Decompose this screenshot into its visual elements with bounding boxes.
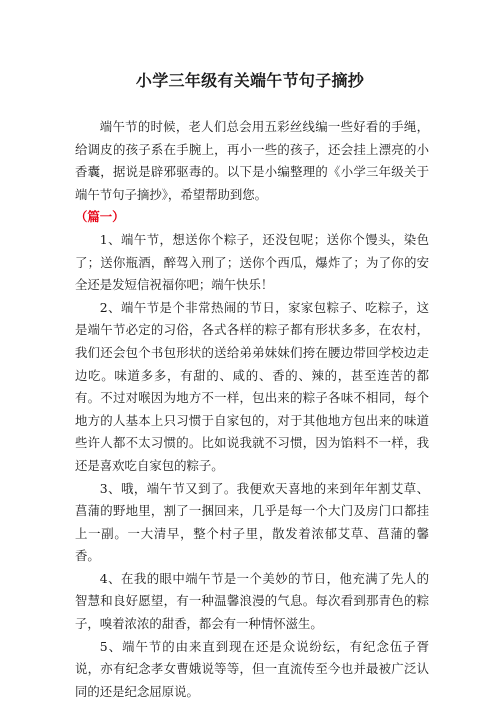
sentence-item: 5、端午节的由来直到现在还是众说纷纭，有纪念伍子胥说，亦有纪念孝女曹娥说等等，但一直流传至今也并最被广泛认同的还是纪念屈原说。 (75, 638, 429, 699)
article-body (75, 116, 429, 703)
sentence-item: 2、端午节是个非常热闹的节日，家家包粽子、吃粽子，这是端午节必定的习俗，各式各样的粽子都有形状多多，在农村，我们还会包个书包形状的送给弟弟妹妹们挎在腰边带回学校边走边吃。味道多多，有甜的、咸的、香的、辣的，甚至连苦的都有。不过对喉因为地方不一样，包出来的粽子各味不相同，每个地方的人基本上只习惯于自家包的，对于其他地方包出来的味道些许人都不太习惯的。比如说我就不习惯，因为馅料不一样，我还是喜欢吃自家包的粽子。 (75, 299, 429, 473)
sentence-item: 4、在我的眼中端午节是一个美妙的节日，他充满了先人的智慧和良好愿望，有一种温馨浪漫的气息。每次看到那青色的粽子，嗅着浓浓的甜香，都会有一种情怀滋生。 (75, 570, 429, 632)
intro-paragraph: 端午节的时候，老人们总会用五彩丝线编一些好看的手绳，给调皮的孩子系在手腕上，再小一些的孩子，还会挂上漂亮的小香囊，据说是辟邪驱毒的。以下是小编整理的《小学三年级关于端午节句子摘抄》，希望帮助到您。 (75, 119, 429, 202)
section-heading: （篇一） (75, 209, 125, 225)
page-title: 小学三年级有关端午节句子摘抄 (135, 71, 365, 90)
sentence-item: 1、端午节，想送你个粽子，还没包呢；送你个馒头，染色了；送你瓶酒，醉驾入刑了；送你个西瓜，爆炸了；为了你的安全还是发短信祝福你吧；端午快乐！ (75, 231, 429, 293)
sentence-item: 3、哦，端午节又到了。我便欢天喜地的来到年年割艾草、菖蒲的野地里，割了一捆回来，几乎是每一个大门及房门口都挂上一副。一大清早，整个村子里，散发着浓郁艾草、菖蒲的馨香。 (75, 480, 429, 564)
